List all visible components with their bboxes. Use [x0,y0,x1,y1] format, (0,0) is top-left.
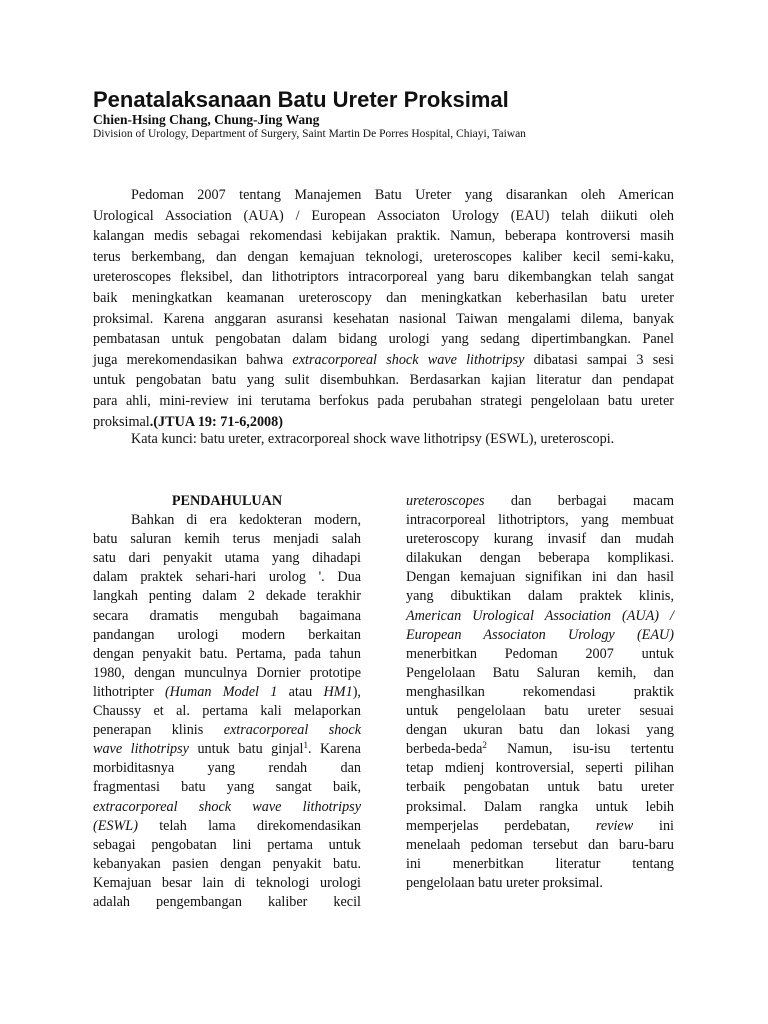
body-line: menghasilkan rekomendasi praktik [406,683,674,700]
body-line [406,492,674,511]
body-line: dengan penyakit batu. Pertama, pada tahun [93,645,361,662]
body-text: ini [633,817,674,834]
body-line: langkah penting dalam 2 dekade terakhir [93,588,361,605]
body-line: kebanyakan pasien dengan penyakit batu. [93,855,361,872]
abstract-line: proksimal. Karena anggaran asuransi kesehatan nasional Taiwan mengalami dilema, banyak [93,310,674,327]
abstract-line [93,350,674,371]
reference-number: 1 [303,740,308,751]
abstract-line: untuk pengobatan batu yang sulit disembuhkan. Berdasarkan kajian literatur dan pendapat [93,372,674,389]
body-line: pengelolaan batu ureter proksimal. [406,874,603,891]
body-line [93,798,361,817]
abstract-line: terus berkembang, dan dengan kemajuan teknologi, ureteroscopes kaliber kecil semi-kaku, [93,248,674,265]
body-text: ), [352,683,361,700]
right-column [406,492,674,893]
body-line [406,817,674,836]
body-line: dalam praktek sehari-hari urolog '. Dua [93,569,361,586]
body-text: dan berbagai macam [484,493,674,509]
body-term: extracorporeal shock [223,722,361,739]
left-column [93,492,361,912]
abstract [93,185,674,432]
body-line: 1980, dengan munculnya Dornier prototipe [93,664,361,681]
abstract-term: extracorporeal shock wave lithotripsy [292,351,525,368]
abstract-line: kalangan medis sebagai rekomendasi kebijakan praktik. Namun, beberapa kontroversi masih [93,228,674,245]
body-text: lithotripter [93,683,165,700]
body-term: European Associaton Urology (EAU) [406,626,674,643]
body-line: ini menerbitkan literatur tentang [406,855,674,872]
body-line [406,740,674,759]
body-line [406,607,674,626]
body-line [93,817,361,836]
body-line: yang dibuktikan dalam praktek klinis, [406,588,674,605]
abstract-text: dibatasi sampai 3 sesi [524,351,674,368]
keywords: Kata kunci: batu ureter, extracorporeal shock wave lithotripsy (ESWL), ureteroscopi. [131,431,615,447]
body-line: menelaah pedoman tersebut dan baru-baru [406,836,674,853]
body-line: untuk pengelolaan batu ureter sesuai [406,703,674,720]
body-line: intracorporeal lithotriptors, yang membuat [406,512,674,529]
body-line: Bahkan di era kedokteran modern, [131,512,361,529]
abstract-line: para ahli, mini-review ini terutama berfokus pada perubahan strategi pengelolaan batu ureter [93,392,674,409]
body-line: secara dramatis mengubah bagaimana [93,607,361,624]
body-line: Pengelolaan Batu Saluran kemih, dan [406,664,674,681]
body-text: telah lama direkomendasikan [137,817,361,834]
body-line [93,740,361,759]
abstract-text: proksimal [93,413,150,430]
body-line: tetap mdienj kontroversial, seperti pilihan [406,760,674,777]
body-text: atau [277,683,324,700]
body-line: fragmentasi batu yang sangat baik, [93,779,361,796]
journal-citation: .(JTUA 19: 71-6,2008) [149,413,283,430]
body-line: terbaik pengobatan untuk batu ureter [406,779,674,796]
abstract-text: juga merekomendasikan bahwa [93,351,293,368]
body-text: untuk batu ginjal [188,741,304,758]
body-term: (Human Model 1 [164,683,278,700]
abstract-line: Pedoman 2007 tentang Manajemen Batu Ureter yang disarankan oleh American [131,187,674,203]
body-term: review [595,817,634,834]
body-line: morbiditasnya yang rendah dan [93,760,361,777]
abstract-line: pembatasan untuk pengobatan dalam bidang urologi yang sedang dipertimbangkan. Panel [93,331,674,348]
body-line [93,683,361,702]
body-line: Dengan kemajuan signifikan ini dan hasil [406,569,674,586]
body-line: adalah pengembangan kaliber kecil [93,893,361,910]
body-text: Namun, isu-isu tertentu [486,741,674,758]
body-line: ureteroscopy kurang invasif dan mudah [406,531,674,548]
body-line: batu saluran kemih terus menjadi salah [93,531,361,548]
body-line [93,721,361,740]
body-line: pandangan urologi modern berkaitan [93,626,361,643]
body-line: dilakukan dengan beberapa komplikasi. [406,550,674,567]
body-term: ureteroscopes [406,493,485,509]
body-term: wave lithotripsy [93,741,189,758]
body-line [406,626,674,645]
body-term: HM1 [323,683,353,700]
body-term: American Urological Association (AUA) / [406,607,674,624]
body-text: berbeda-beda [406,741,483,758]
paper-authors: Chien-Hsing Chang, Chung-Jing Wang [93,112,320,127]
body-line: menerbitkan Pedoman 2007 untuk [406,645,674,662]
body-text: . Karena [307,741,361,758]
section-heading: PENDAHULUAN [171,493,283,509]
body-line: Chaussy et al. pertama kali melaporkan [93,703,361,720]
abstract-line: ureteroscopes fleksibel, dan lithotriptors intracorporeal yang baru dikembangkan telah sangat [93,269,674,286]
body-term: extracorporeal shock wave lithotripsy [93,798,361,815]
reference-number: 2 [482,740,487,751]
body-line: sebagai pengobatan lini pertama untuk [93,836,361,853]
body-line: Kemajuan besar lain di teknologi urologi [93,874,361,891]
body-term: (ESWL) [93,817,138,834]
body-line: dengan ukuran batu dan lokasi yang [406,722,674,739]
abstract-line: baik meningkatkan keamanan ureteroscopy dan meningkatkan keberhasilan batu ureter [93,289,674,306]
paper-affiliation: Division of Urology, Department of Surgery, Saint Martin De Porres Hospital, Chiayi, Taiwan [93,128,526,140]
body-line: proksimal. Dalam rangka untuk lebih [406,798,674,815]
paper-title: Penatalaksanaan Batu Ureter Proksimal [93,87,509,112]
body-text: penerapan klinis [93,722,224,739]
body-line: satu dari penyakit utama yang dihadapi [93,550,361,567]
body-text: memperjelas perdebatan, [406,817,596,834]
abstract-line: Urological Association (AUA) / European Associaton Urology (EAU) telah diikuti oleh [93,207,674,224]
